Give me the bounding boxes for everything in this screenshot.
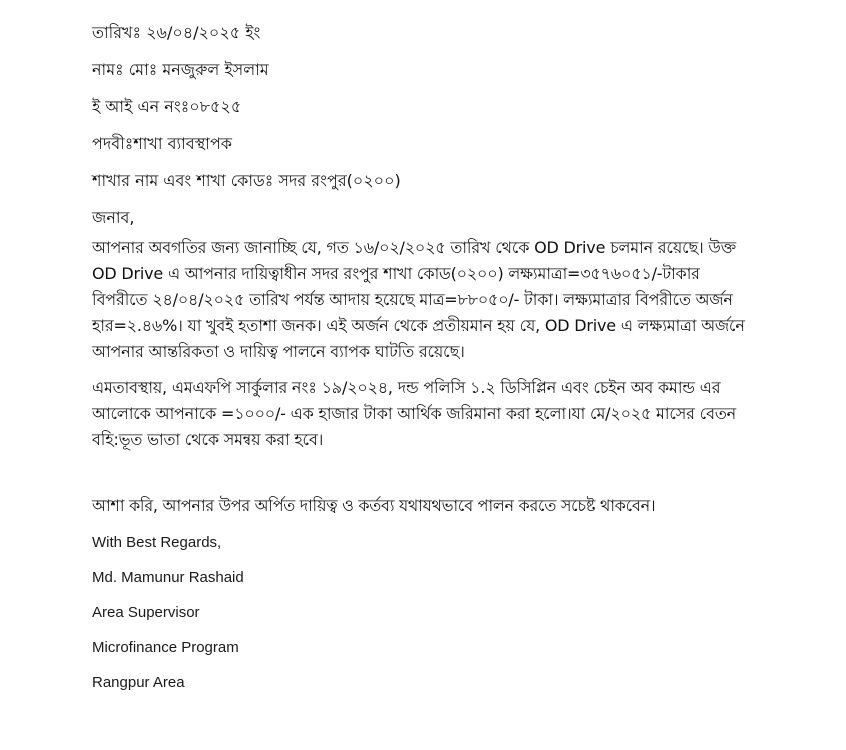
ein-line: ই আই এন নংঃ০৮৫২৫ bbox=[92, 97, 242, 116]
letter-document bbox=[92, 20, 752, 708]
branch-line: শাখার নাম এবং শাখা কোডঃ সদর রংপুর(০২০০) bbox=[92, 171, 401, 190]
closing-line: আশা করি, আপনার উপর অর্পিত দায়িত্ব ও কর্তব্য যথাযথভাবে পালন করতে সচেষ্ট থাকবেন। bbox=[92, 496, 656, 515]
salutation: জনাব, bbox=[92, 208, 135, 227]
date-line: তারিখঃ ২৬/০৪/২০২৫ ইং bbox=[92, 23, 261, 42]
signer-title: Area Supervisor bbox=[92, 604, 200, 621]
signer-area: Rangpur Area bbox=[92, 674, 185, 691]
signer-program: Microfinance Program bbox=[92, 639, 239, 656]
designation-line: পদবীঃশাখা ব্যাবস্থাপক bbox=[92, 134, 232, 153]
signer-name: Md. Mamunur Rashaid bbox=[92, 569, 244, 586]
body-paragraph-2: এমতাবস্থায়, এমএফপি সার্কুলার নংঃ ১৯/২০২৪, দন্ড পলিসি ১.২ ডিসিপ্লিন এবং চেইন অব কমান্ড এর আলোকে আপনাকে =১০০০/- এক হাজার টাকা আর্থিক জরিমানা করা হলো।যা মে/২০২৫ মাসের বেতন বহি:ভূত ভাতা থেকে সমন্বয় করা হবে। bbox=[92, 378, 737, 449]
body-paragraph-1: আপনার অবগতির জন্য জানাচ্ছি যে, গত ১৬/০২/২০২৫ তারিখ থেকে OD Drive চলমান রয়েছে। উক্ত OD Drive এ আপনার দায়িত্বাধীন সদর রংপুর শাখা কোড(০২০০) লক্ষ্যমাত্রা=৩৫৭৬০৫১/-টাকার বিপরীতে ২৪/০৪/২০২৫ তারিখ পর্যন্ত আদায় হয়েছে মাত্র=৮৮০৫০/- টাকা। লক্ষ্যমাত্রার বিপরীতে অর্জন হার=২.৪৬%। যা খুবই হতাশা জনক। এই অর্জন থেকে প্রতীয়মান হয় যে, OD Drive এ লক্ষ্যমাত্রা অর্জনে আপনার আন্তরিকতা ও দায়িত্ব পালনে ব্যাপক ঘাটতি রয়েছে। bbox=[92, 238, 745, 361]
name-line: নামঃ মোঃ মনজুরুল ইসলাম bbox=[92, 60, 269, 79]
regards-line: With Best Regards, bbox=[92, 534, 222, 551]
